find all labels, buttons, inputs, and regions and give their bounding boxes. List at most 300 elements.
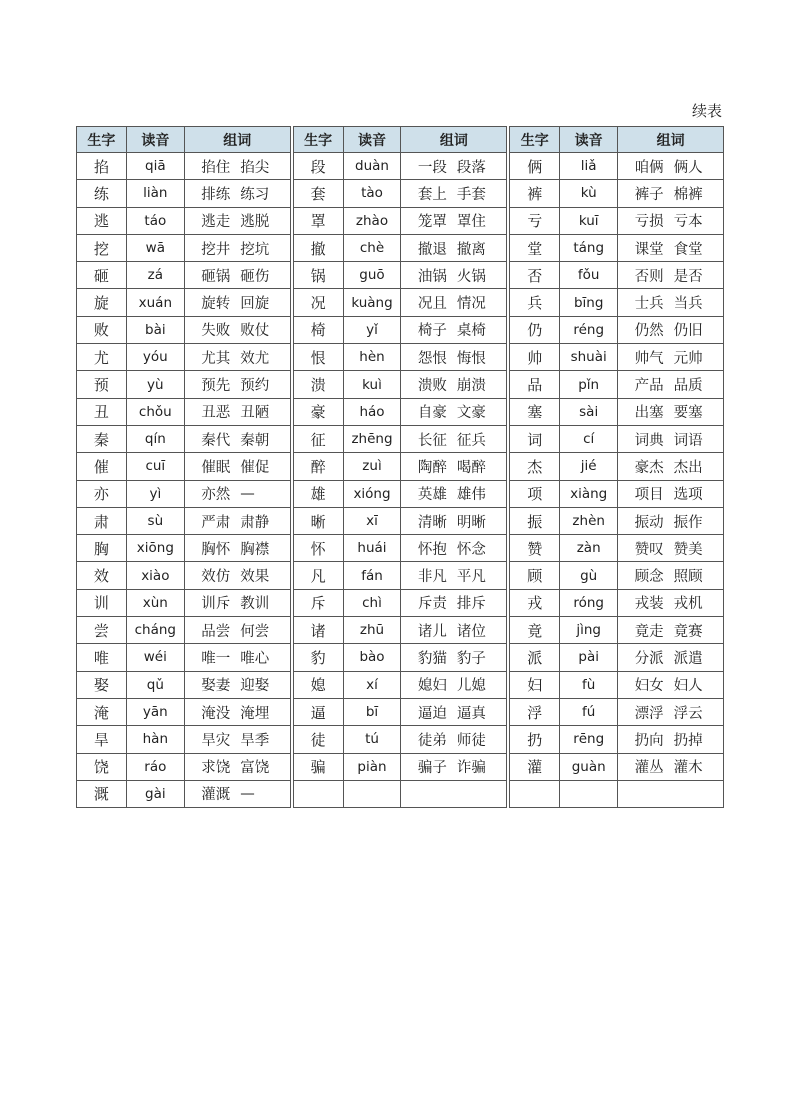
pinyin-cell: yān [126, 698, 184, 725]
table-row [77, 644, 291, 671]
word-cell-2: 富饶 [235, 753, 290, 780]
word-cell-1: 豪杰 [618, 453, 669, 480]
table-row [293, 234, 507, 261]
pinyin-cell: fú [560, 698, 618, 725]
word-cell-2: 选项 [669, 480, 724, 507]
word-cell-2: 文豪 [452, 398, 507, 425]
char-cell: 浮 [510, 698, 560, 725]
char-cell: 训 [77, 589, 127, 616]
word-cell-2: 挖坑 [235, 234, 290, 261]
pinyin-cell: fù [560, 671, 618, 698]
pinyin-cell: hàn [126, 726, 184, 753]
word-cell-1: 效仿 [184, 562, 235, 589]
pinyin-cell: zhào [343, 207, 401, 234]
char-cell: 旋 [77, 289, 127, 316]
char-cell: 肃 [77, 507, 127, 534]
pinyin-cell: bào [343, 644, 401, 671]
word-cell-2: 唯心 [235, 644, 290, 671]
word-cell-1: 笼罩 [401, 207, 452, 234]
word-cell-2: 催促 [235, 453, 290, 480]
word-cell-1: 况且 [401, 289, 452, 316]
pinyin-cell: bīng [560, 289, 618, 316]
char-cell [293, 780, 343, 807]
char-cell: 砸 [77, 262, 127, 289]
char-cell: 斥 [293, 589, 343, 616]
pinyin-cell: qín [126, 425, 184, 452]
word-cell-2: 妇人 [669, 671, 724, 698]
char-cell: 怀 [293, 535, 343, 562]
word-cell-1: 豹猫 [401, 644, 452, 671]
word-cell-1: 词典 [618, 425, 669, 452]
pinyin-cell: kuī [560, 207, 618, 234]
word-cell-2: 旱季 [235, 726, 290, 753]
pinyin-cell: yù [126, 371, 184, 398]
pinyin-cell: zá [126, 262, 184, 289]
word-cell-1: 一段 [401, 153, 452, 180]
word-cell-1 [618, 780, 669, 807]
char-cell: 项 [510, 480, 560, 507]
char-cell: 豪 [293, 398, 343, 425]
char-cell: 亏 [510, 207, 560, 234]
word-cell-1: 咱俩 [618, 153, 669, 180]
pinyin-cell: cí [560, 425, 618, 452]
word-cell-2: 是否 [669, 262, 724, 289]
pinyin-cell: ráo [126, 753, 184, 780]
char-cell: 醉 [293, 453, 343, 480]
char-cell: 溉 [77, 780, 127, 807]
char-cell: 杰 [510, 453, 560, 480]
table-row [510, 617, 724, 644]
word-cell-2: — [235, 480, 290, 507]
word-cell-2: 撤离 [452, 234, 507, 261]
char-cell: 段 [293, 153, 343, 180]
word-cell-2: 败仗 [235, 316, 290, 343]
table-row [293, 153, 507, 180]
char-cell: 况 [293, 289, 343, 316]
word-cell-2: 胸襟 [235, 535, 290, 562]
pinyin-cell: liǎ [560, 153, 618, 180]
table-row [293, 289, 507, 316]
word-cell-1: 撤退 [401, 234, 452, 261]
word-cell-2: 平凡 [452, 562, 507, 589]
char-cell: 旱 [77, 726, 127, 753]
table-row [293, 562, 507, 589]
word-cell-1: 秦代 [184, 425, 235, 452]
word-cell-1: 椅子 [401, 316, 452, 343]
pinyin-cell: gài [126, 780, 184, 807]
word-cell-2: 排斥 [452, 589, 507, 616]
char-cell: 唯 [77, 644, 127, 671]
word-cell-2: 亏本 [669, 207, 724, 234]
table-row [77, 562, 291, 589]
pinyin-cell: jìng [560, 617, 618, 644]
word-cell-2: 雄伟 [452, 480, 507, 507]
word-cell-2: 派遣 [669, 644, 724, 671]
word-cell-1: 竟走 [618, 617, 669, 644]
char-cell: 预 [77, 371, 127, 398]
header-words: 组词 [184, 127, 290, 153]
word-cell-1: 产品 [618, 371, 669, 398]
char-cell: 挖 [77, 234, 127, 261]
word-cell-2: — [235, 780, 290, 807]
pinyin-cell: bài [126, 316, 184, 343]
word-cell-1: 戎装 [618, 589, 669, 616]
char-cell: 溃 [293, 371, 343, 398]
table-row [293, 398, 507, 425]
word-cell-1: 士兵 [618, 289, 669, 316]
table-row [293, 589, 507, 616]
table-row [510, 180, 724, 207]
word-cell-1: 油锅 [401, 262, 452, 289]
header-words: 组词 [401, 127, 507, 153]
word-cell-1: 严肃 [184, 507, 235, 534]
word-cell-1: 预先 [184, 371, 235, 398]
char-cell: 套 [293, 180, 343, 207]
char-cell: 裤 [510, 180, 560, 207]
pinyin-cell: wā [126, 234, 184, 261]
header-char: 生字 [293, 127, 343, 153]
table-row [510, 344, 724, 371]
pinyin-cell: chì [343, 589, 401, 616]
word-cell-2: 掐尖 [235, 153, 290, 180]
pinyin-cell: xuán [126, 289, 184, 316]
table-row [510, 234, 724, 261]
table-row [510, 589, 724, 616]
pinyin-cell: réng [560, 316, 618, 343]
word-cell-2: 明晰 [452, 507, 507, 534]
word-cell-2: 砸伤 [235, 262, 290, 289]
pinyin-cell: zhū [343, 617, 401, 644]
pinyin-cell: zàn [560, 535, 618, 562]
char-cell: 仍 [510, 316, 560, 343]
pinyin-cell: xiào [126, 562, 184, 589]
word-cell-2: 预约 [235, 371, 290, 398]
table-row [77, 371, 291, 398]
word-cell-1 [401, 780, 452, 807]
table-row [293, 617, 507, 644]
char-cell: 妇 [510, 671, 560, 698]
pinyin-cell [343, 780, 401, 807]
char-cell: 豹 [293, 644, 343, 671]
char-cell [510, 780, 560, 807]
char-cell: 饶 [77, 753, 127, 780]
word-cell-2 [669, 780, 724, 807]
word-cell-2: 扔掉 [669, 726, 724, 753]
char-cell: 娶 [77, 671, 127, 698]
table-row [293, 180, 507, 207]
char-cell: 恨 [293, 344, 343, 371]
word-cell-2: 效尤 [235, 344, 290, 371]
header-pinyin: 读音 [560, 127, 618, 153]
word-cell-2: 淹埋 [235, 698, 290, 725]
char-cell: 尝 [77, 617, 127, 644]
table-row [77, 316, 291, 343]
word-cell-2: 征兵 [452, 425, 507, 452]
char-cell: 灌 [510, 753, 560, 780]
table-block-2 [293, 126, 508, 808]
header-char: 生字 [510, 127, 560, 153]
table-row [293, 535, 507, 562]
char-cell: 否 [510, 262, 560, 289]
table-row [293, 480, 507, 507]
pinyin-cell: pài [560, 644, 618, 671]
header-char: 生字 [77, 127, 127, 153]
word-cell-2: 儿媳 [452, 671, 507, 698]
pinyin-cell: hèn [343, 344, 401, 371]
pinyin-cell: shuài [560, 344, 618, 371]
pinyin-cell: guō [343, 262, 401, 289]
word-cell-2: 师徒 [452, 726, 507, 753]
word-cell-1: 自豪 [401, 398, 452, 425]
word-cell-1: 怨恨 [401, 344, 452, 371]
word-cell-1: 丑恶 [184, 398, 235, 425]
pinyin-cell: sù [126, 507, 184, 534]
header-pinyin: 读音 [126, 127, 184, 153]
word-cell-2: 秦朝 [235, 425, 290, 452]
word-cell-1: 训斥 [184, 589, 235, 616]
table-row [510, 507, 724, 534]
char-cell: 骗 [293, 753, 343, 780]
word-cell-2: 浮云 [669, 698, 724, 725]
word-cell-2: 罩住 [452, 207, 507, 234]
word-cell-1: 逼迫 [401, 698, 452, 725]
char-cell: 锅 [293, 262, 343, 289]
pinyin-cell: zhēng [343, 425, 401, 452]
table-row [77, 507, 291, 534]
pinyin-cell: yǐ [343, 316, 401, 343]
pinyin-cell: háo [343, 398, 401, 425]
table-row [293, 753, 507, 780]
word-cell-1: 英雄 [401, 480, 452, 507]
word-cell-1: 旱灾 [184, 726, 235, 753]
char-cell: 品 [510, 371, 560, 398]
word-cell-2: 逼真 [452, 698, 507, 725]
word-cell-2: 回旋 [235, 289, 290, 316]
word-cell-1: 尤其 [184, 344, 235, 371]
word-cell-1: 振动 [618, 507, 669, 534]
table-row [77, 262, 291, 289]
pinyin-cell: rēng [560, 726, 618, 753]
table-row [510, 753, 724, 780]
word-cell-2: 棉裤 [669, 180, 724, 207]
word-cell-1: 课堂 [618, 234, 669, 261]
word-cell-1: 仍然 [618, 316, 669, 343]
pinyin-cell: fǒu [560, 262, 618, 289]
word-cell-2: 逃脱 [235, 207, 290, 234]
table-row [77, 480, 291, 507]
word-cell-2: 灌木 [669, 753, 724, 780]
pinyin-cell: kù [560, 180, 618, 207]
table-row [77, 207, 291, 234]
pinyin-cell: jié [560, 453, 618, 480]
char-cell: 顾 [510, 562, 560, 589]
word-cell-2: 教训 [235, 589, 290, 616]
char-cell: 效 [77, 562, 127, 589]
char-cell: 晰 [293, 507, 343, 534]
word-cell-2: 振作 [669, 507, 724, 534]
pinyin-cell: duàn [343, 153, 401, 180]
char-cell: 尤 [77, 344, 127, 371]
table-row [510, 207, 724, 234]
table-row [510, 562, 724, 589]
word-cell-1: 长征 [401, 425, 452, 452]
word-cell-1: 陶醉 [401, 453, 452, 480]
table-row [510, 644, 724, 671]
char-cell: 帅 [510, 344, 560, 371]
word-cell-1: 溃败 [401, 371, 452, 398]
pinyin-cell: qiā [126, 153, 184, 180]
table-row [293, 262, 507, 289]
pinyin-cell: qǔ [126, 671, 184, 698]
pinyin-cell: kuì [343, 371, 401, 398]
table-row [77, 753, 291, 780]
word-cell-2: 杰出 [669, 453, 724, 480]
vocabulary-table [76, 126, 724, 803]
char-cell: 征 [293, 425, 343, 452]
word-cell-1: 胸怀 [184, 535, 235, 562]
pinyin-cell [560, 780, 618, 807]
word-cell-2: 丑陋 [235, 398, 290, 425]
char-cell: 媳 [293, 671, 343, 698]
word-cell-1: 怀抱 [401, 535, 452, 562]
header-pinyin: 读音 [343, 127, 401, 153]
table-row [77, 234, 291, 261]
table-row [510, 453, 724, 480]
word-cell-1: 失败 [184, 316, 235, 343]
word-cell-1: 品尝 [184, 617, 235, 644]
table-block-1 [76, 126, 291, 808]
table-row [510, 153, 724, 180]
pinyin-cell: xiōng [126, 535, 184, 562]
table-row [77, 698, 291, 725]
char-cell: 逃 [77, 207, 127, 234]
word-cell-2: 悔恨 [452, 344, 507, 371]
word-cell-1: 淹没 [184, 698, 235, 725]
table-row [510, 316, 724, 343]
char-cell: 塞 [510, 398, 560, 425]
word-cell-2: 当兵 [669, 289, 724, 316]
word-cell-1: 出塞 [618, 398, 669, 425]
word-cell-1: 漂浮 [618, 698, 669, 725]
word-cell-1: 赞叹 [618, 535, 669, 562]
table-row [77, 453, 291, 480]
table-row [77, 180, 291, 207]
word-cell-1: 帅气 [618, 344, 669, 371]
table-row [77, 153, 291, 180]
pinyin-cell: zuì [343, 453, 401, 480]
word-cell-2: 要塞 [669, 398, 724, 425]
word-cell-2: 效果 [235, 562, 290, 589]
word-cell-2: 迎娶 [235, 671, 290, 698]
table-row [77, 398, 291, 425]
char-cell: 掐 [77, 153, 127, 180]
char-cell: 罩 [293, 207, 343, 234]
pinyin-cell: fán [343, 562, 401, 589]
table-row [77, 589, 291, 616]
table-row [77, 344, 291, 371]
char-cell: 赞 [510, 535, 560, 562]
pinyin-cell: xiàng [560, 480, 618, 507]
word-cell-2: 何尝 [235, 617, 290, 644]
word-cell-2: 诈骗 [452, 753, 507, 780]
pinyin-cell: xí [343, 671, 401, 698]
word-cell-1: 娶妻 [184, 671, 235, 698]
pinyin-cell: xī [343, 507, 401, 534]
table-row [293, 316, 507, 343]
table-row [510, 425, 724, 452]
pinyin-cell: yì [126, 480, 184, 507]
pinyin-cell: tú [343, 726, 401, 753]
word-cell-1: 旋转 [184, 289, 235, 316]
pinyin-cell: gù [560, 562, 618, 589]
word-cell-2: 诸位 [452, 617, 507, 644]
header-words: 组词 [618, 127, 724, 153]
table-row [510, 698, 724, 725]
table-row [293, 371, 507, 398]
word-cell-2: 元帅 [669, 344, 724, 371]
word-cell-2: 戎机 [669, 589, 724, 616]
char-cell: 派 [510, 644, 560, 671]
word-cell-1: 诸儿 [401, 617, 452, 644]
table-row [293, 644, 507, 671]
pinyin-cell: pǐn [560, 371, 618, 398]
pinyin-cell: xùn [126, 589, 184, 616]
char-cell: 堂 [510, 234, 560, 261]
char-cell: 练 [77, 180, 127, 207]
word-cell-1: 逃走 [184, 207, 235, 234]
char-cell: 丑 [77, 398, 127, 425]
pinyin-cell: yóu [126, 344, 184, 371]
word-cell-1: 否则 [618, 262, 669, 289]
word-cell-2: 怀念 [452, 535, 507, 562]
word-cell-1: 唯一 [184, 644, 235, 671]
pinyin-cell: tào [343, 180, 401, 207]
pinyin-cell: wéi [126, 644, 184, 671]
word-cell-2 [452, 780, 507, 807]
pinyin-cell: guàn [560, 753, 618, 780]
table-row [77, 671, 291, 698]
word-cell-2: 肃静 [235, 507, 290, 534]
char-cell: 逼 [293, 698, 343, 725]
word-cell-1: 清晰 [401, 507, 452, 534]
word-cell-2: 豹子 [452, 644, 507, 671]
word-cell-1: 亏损 [618, 207, 669, 234]
word-cell-1: 亦然 [184, 480, 235, 507]
table-row [77, 617, 291, 644]
table-block-3 [509, 126, 724, 808]
table-row [293, 507, 507, 534]
table-row [293, 453, 507, 480]
word-cell-2: 喝醉 [452, 453, 507, 480]
word-cell-2: 情况 [452, 289, 507, 316]
word-cell-1: 项目 [618, 480, 669, 507]
table-row [510, 780, 724, 807]
word-cell-2: 练习 [235, 180, 290, 207]
pinyin-cell: cuī [126, 453, 184, 480]
word-cell-1: 妇女 [618, 671, 669, 698]
word-cell-2: 手套 [452, 180, 507, 207]
table-row [293, 207, 507, 234]
word-cell-1: 裤子 [618, 180, 669, 207]
word-cell-2: 段落 [452, 153, 507, 180]
word-cell-2: 品质 [669, 371, 724, 398]
word-cell-1: 徒弟 [401, 726, 452, 753]
word-cell-2: 食堂 [669, 234, 724, 261]
table-row [77, 289, 291, 316]
char-cell: 徒 [293, 726, 343, 753]
char-cell: 兵 [510, 289, 560, 316]
pinyin-cell: xióng [343, 480, 401, 507]
